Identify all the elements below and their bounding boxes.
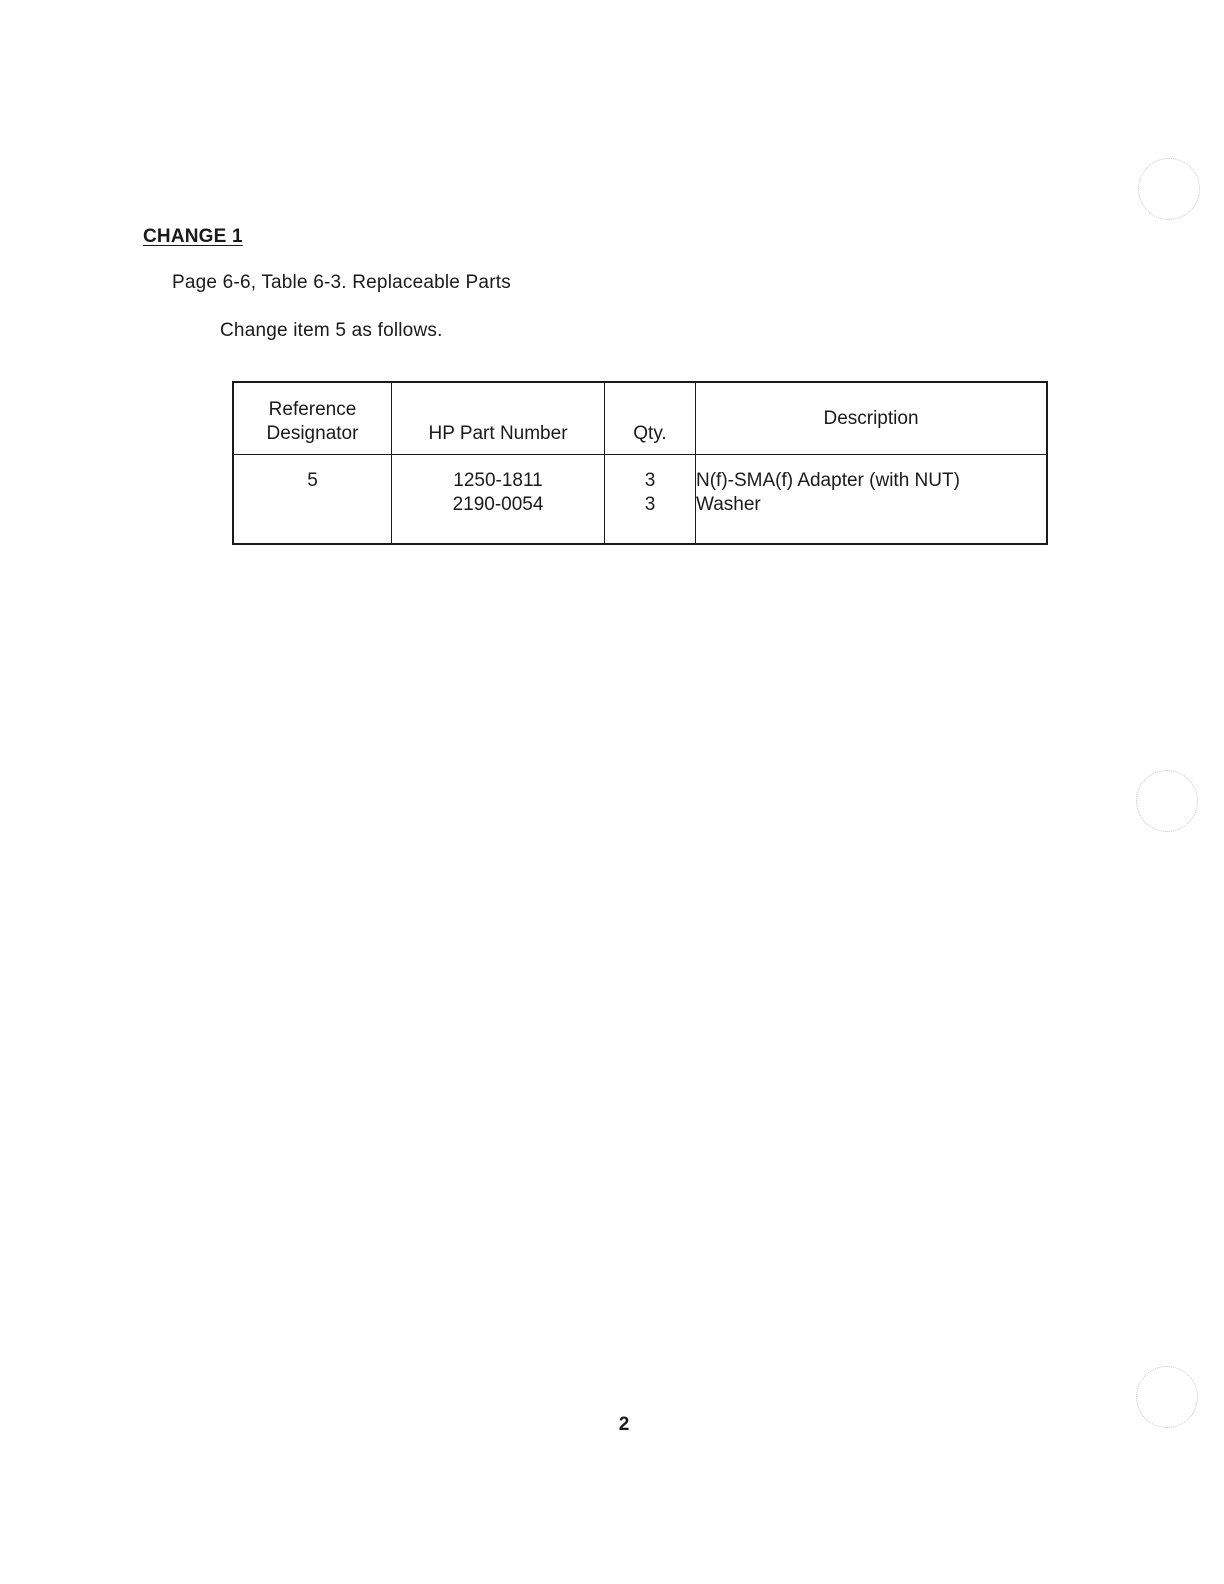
replaceable-parts-table	[232, 381, 1048, 545]
cell-descriptions	[696, 455, 1048, 545]
quantity-2: 3	[644, 494, 656, 515]
header-row	[233, 382, 1047, 455]
table-body	[233, 455, 1047, 545]
cell-reference-designator: 5	[233, 455, 392, 545]
header-qty: Qty.	[605, 382, 696, 455]
description-1: N(f)-SMA(f) Adapter (with NUT)	[696, 470, 960, 491]
header-hp-part-number: HP Part Number	[392, 382, 605, 455]
binder-hole-top	[1138, 158, 1200, 220]
cell-hp-part-numbers	[392, 455, 605, 545]
binder-hole-middle	[1136, 770, 1198, 832]
quantity-1: 3	[644, 470, 656, 491]
description-2: Washer	[696, 494, 761, 515]
binder-hole-bottom	[1136, 1366, 1198, 1428]
page-number: 2	[618, 1414, 630, 1435]
cell-quantities	[605, 455, 696, 545]
header-reference-line-2: Designator	[266, 423, 359, 444]
change-instruction: Change item 5 as follows.	[220, 320, 443, 341]
change-heading: CHANGE 1	[143, 226, 243, 247]
part-number-1: 1250-1811	[453, 470, 543, 491]
header-reference-line-1: Reference	[268, 399, 357, 420]
header-reference-designator	[233, 382, 392, 455]
table-row	[233, 455, 1047, 545]
header-description: Description	[696, 382, 1048, 455]
table-reference: Page 6-6, Table 6-3. Replaceable Parts	[172, 272, 511, 293]
part-number-2: 2190-0054	[452, 494, 544, 515]
table-header	[233, 382, 1047, 455]
